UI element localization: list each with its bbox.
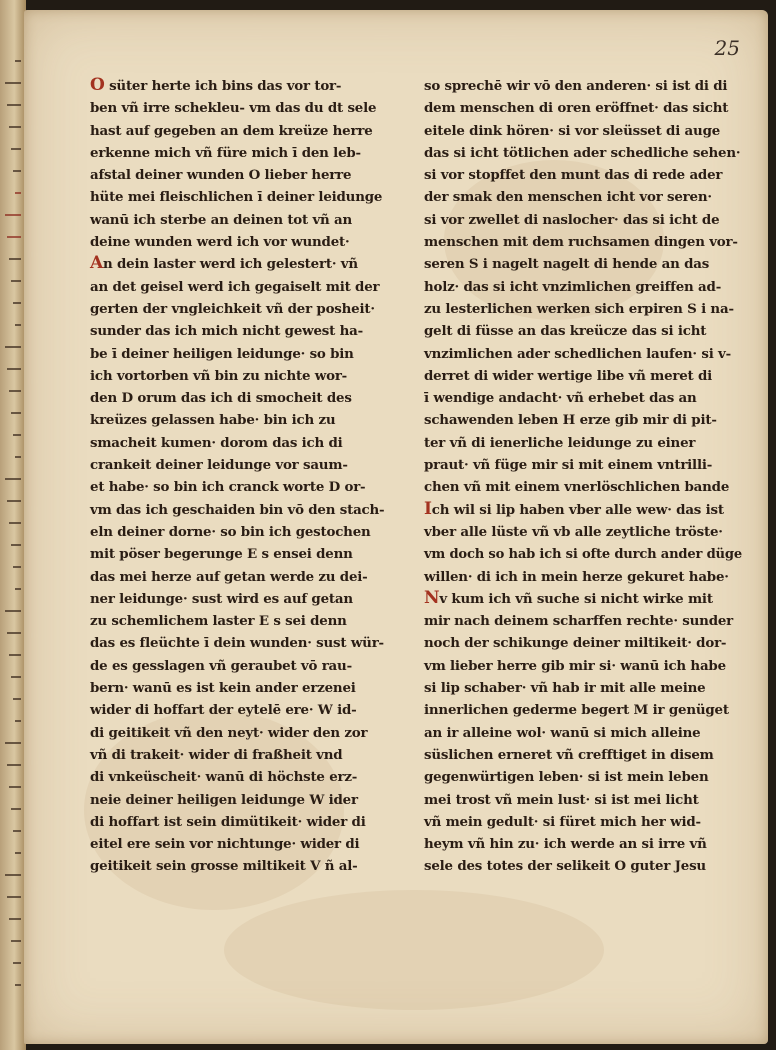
previous-page-text-fragment [9, 918, 21, 920]
previous-page-text-fragment [7, 368, 21, 370]
previous-page-text-fragment [15, 852, 21, 854]
line-text: geitikeit sein grosse miltikeit V ñ al- [90, 858, 358, 875]
line-text: das mei herze auf getan werde zu dei- [90, 568, 368, 585]
text-line [90, 319, 386, 341]
text-line [90, 520, 386, 542]
previous-page-text-fragment [9, 786, 21, 788]
line-text: wanū ich sterbe an deinen tot vñ an [90, 211, 353, 228]
text-line [90, 141, 386, 163]
text-line [424, 542, 742, 564]
previous-page-text-fragment [7, 896, 21, 898]
text-line [424, 676, 742, 698]
line-text: süslichen erneret vñ crefftiget in disem [424, 746, 714, 763]
line-text: süter herte ich bins das vor tor- [104, 78, 342, 94]
previous-page-text-fragment [7, 104, 21, 106]
line-text: vñ mein gedult· si füret mich her wid- [424, 813, 701, 830]
line-text: an det geisel werd ich gegaiselt mit der [90, 278, 380, 295]
line-text: ch wil si lip haben vber alle wew· das ist [431, 501, 724, 518]
text-line [424, 252, 742, 274]
previous-page-text-fragment [7, 500, 21, 502]
previous-page-text-fragment [9, 258, 21, 260]
line-text: de es gesslagen vñ geraubet vō rau- [90, 657, 352, 674]
text-line [424, 208, 742, 230]
text-line [90, 542, 386, 564]
line-text: mir nach deinem scharffen rechte· sunder [424, 613, 734, 630]
previous-page-text-fragment [9, 126, 21, 128]
line-text: di hoffart ist sein dimütikeit· wider di [90, 813, 366, 830]
previous-page-text-fragment [15, 324, 21, 326]
line-text: gegenwürtigen leben· si ist mein leben [424, 769, 709, 786]
text-line [424, 342, 742, 364]
line-text: vm lieber herre gib mir si· wanū ich habe [424, 657, 726, 674]
text-line [90, 431, 386, 453]
previous-page-text-fragment [5, 82, 21, 84]
text-line [90, 475, 386, 497]
line-text: si lip schaber· vñ hab ir mit alle meine [424, 680, 706, 697]
previous-page-text-fragment [5, 610, 21, 612]
previous-page-text-fragment [13, 434, 21, 436]
text-line [424, 119, 742, 141]
previous-page-text-fragment [11, 280, 21, 282]
text-line [424, 810, 742, 832]
text-line [424, 163, 742, 185]
previous-page-text-fragment [15, 192, 21, 194]
line-text: ich vortorben vñ bin zu nichte wor- [90, 367, 348, 384]
text-line [90, 810, 386, 832]
line-text: eln deiner dorne· so bin ich gestochen [90, 523, 371, 540]
line-text: vm doch so hab ich si ofte durch ander düge [424, 546, 742, 563]
previous-page-edge [0, 0, 26, 1050]
line-text: si vor zwellet di naslocher· das si icht de [424, 211, 720, 228]
folio-number: 25 [714, 36, 740, 60]
text-line [90, 119, 386, 141]
text-line [424, 743, 742, 765]
line-text: smacheit kumen· dorom das ich di [90, 434, 343, 451]
text-line [90, 342, 386, 364]
line-text: vm das ich geschaiden bin vō den stach- [90, 501, 385, 518]
previous-page-text-fragment [11, 676, 21, 678]
previous-page-text-fragment [5, 874, 21, 876]
text-line [424, 297, 742, 319]
line-text: deine wunden werd ich vor wundet· [90, 234, 350, 251]
rubricated-initial: A [90, 253, 103, 274]
text-line [90, 721, 386, 743]
text-line [90, 252, 386, 274]
line-text: menschen mit dem ruchsamen dingen vor- [424, 234, 738, 251]
rubricated-initial: O [90, 75, 105, 95]
previous-page-text-fragment [13, 962, 21, 964]
line-text: crankeit deiner leidunge vor saum- [90, 457, 348, 474]
left-column [90, 74, 386, 877]
previous-page-text-fragment [9, 390, 21, 392]
line-text: schawenden leben H erze gib mir di pit- [424, 412, 717, 429]
text-line [90, 676, 386, 698]
line-text: willen· di ich in mein herze gekuret habe· [424, 568, 729, 585]
text-line [424, 453, 742, 475]
line-text: zu schemlichem laster E s sei denn [90, 613, 347, 630]
text-line [424, 96, 742, 118]
text-line [424, 498, 742, 520]
line-text: n dein laster werd ich gelestert· vñ [103, 256, 358, 273]
text-line [424, 854, 742, 876]
text-line [424, 319, 742, 341]
text-line [90, 386, 386, 408]
previous-page-text-fragment [15, 60, 21, 62]
text-line [90, 453, 386, 475]
previous-page-text-fragment [15, 456, 21, 458]
text-line [90, 163, 386, 185]
previous-page-text-fragment [11, 940, 21, 942]
line-text: si vor stopffet den munt das di rede ader [424, 167, 723, 184]
line-text: heym vñ hin zu· ich werde an si irre vñ [424, 836, 707, 853]
text-line [90, 297, 386, 319]
line-text: ner leidunge· sust wird es auf getan [90, 590, 353, 607]
line-text: eitel ere sein vor nichtunge· wider di [90, 836, 360, 853]
text-line [424, 654, 742, 676]
line-text: wider di hoffart der eytelē ere· W id- [90, 702, 357, 719]
text-line [424, 832, 742, 854]
text-line [90, 565, 386, 587]
line-text: praut· vñ füge mir si mit einem vntrilli- [424, 457, 713, 474]
manuscript-leaf [24, 10, 768, 1044]
line-text: der smak den menschen icht vor seren· [424, 189, 712, 206]
text-line [90, 631, 386, 653]
text-line [424, 386, 742, 408]
line-text: innerlichen gederme begert M ir genüget [424, 702, 729, 719]
text-line [424, 74, 742, 96]
text-line [424, 185, 742, 207]
text-line [424, 364, 742, 386]
line-text: sele des totes der selikeit O guter Jesu [424, 858, 706, 875]
previous-page-text-fragment [15, 984, 21, 986]
text-line [90, 587, 386, 609]
line-text: derret di wider wertige libe vñ meret di [424, 367, 713, 384]
line-text: eitele dink hören· si vor sleüsset di auge [424, 122, 721, 139]
text-line [90, 185, 386, 207]
previous-page-text-fragment [7, 764, 21, 766]
text-line [424, 698, 742, 720]
text-line [90, 96, 386, 118]
text-line [424, 631, 742, 653]
line-text: neie deiner heiligen leidunge W ider [90, 791, 358, 808]
line-text: seren S i nagelt nagelt di hende an das [424, 256, 710, 273]
line-text: den D orum das ich di smocheit des [90, 390, 352, 407]
previous-page-text-fragment [5, 742, 21, 744]
line-text: sunder das ich mich nicht gewest ha- [90, 323, 363, 340]
previous-page-text-fragment [7, 236, 21, 238]
previous-page-text-fragment [5, 346, 21, 348]
text-line [424, 721, 742, 743]
line-text: mit pöser begerunge E s ensei denn [90, 546, 353, 563]
right-column [424, 74, 742, 877]
text-line [90, 698, 386, 720]
previous-page-text-fragment [13, 302, 21, 304]
line-text: ī wendige andacht· vñ erhebet das an [424, 390, 697, 407]
line-text: bern· wanū es ist kein ander erzenei [90, 680, 356, 697]
previous-page-text-fragment [11, 412, 21, 414]
previous-page-text-fragment [11, 544, 21, 546]
previous-page-text-fragment [15, 588, 21, 590]
text-line [424, 431, 742, 453]
line-text: et habe· so bin ich cranck worte D or- [90, 479, 366, 496]
text-line [90, 854, 386, 876]
line-text: vnzimlichen ader schedlichen laufen· si v- [424, 345, 731, 362]
line-text: di geitikeit vñ den neyt· wider den zor [90, 724, 368, 741]
text-line [90, 765, 386, 787]
text-line [90, 364, 386, 386]
text-line [90, 743, 386, 765]
text-line [90, 788, 386, 810]
previous-page-text-fragment [7, 632, 21, 634]
text-line [424, 408, 742, 430]
previous-page-text-fragment [13, 698, 21, 700]
line-text: v kum ich vñ suche si nicht wirke mit [439, 590, 713, 607]
previous-page-text-fragment [11, 808, 21, 810]
line-text: erkenne mich vñ füre mich ī den leb- [90, 144, 361, 161]
line-text: ben vñ irre schekleu- vm das du dt sele [90, 100, 377, 117]
text-line [90, 609, 386, 631]
line-text: mei trost vñ mein lust· si ist mei licht [424, 791, 699, 808]
line-text: ter vñ di ienerliche leidunge zu einer [424, 434, 696, 451]
line-text: gerten der vngleichkeit vñ der posheit· [90, 300, 375, 317]
line-text: das es fleüchte ī dein wunden· sust wür- [90, 635, 384, 652]
line-text: dem menschen di oren eröffnet· das sicht [424, 100, 729, 117]
line-text: vber alle lüste vñ vb alle zeytliche tröste· [424, 523, 723, 540]
previous-page-text-fragment [5, 478, 21, 480]
text-line [424, 230, 742, 252]
text-line [90, 74, 386, 96]
text-line [90, 208, 386, 230]
line-text: holz· das si icht vnzimlichen greiffen ad- [424, 278, 722, 295]
line-text: gelt di füsse an das kreücze das si icht [424, 323, 707, 340]
line-text: chen vñ mit einem vnerlöschlichen bande [424, 479, 730, 496]
text-line [424, 275, 742, 297]
line-text: das si icht tötlichen ader schedliche sehen· [424, 144, 741, 161]
line-text: an ir alleine wol· wanū si mich alleine [424, 724, 701, 741]
line-text: be ī deiner heiligen leidunge· so bin [90, 345, 354, 362]
line-text: hüte mei fleischlichen ī deiner leidunge [90, 189, 383, 206]
text-line [424, 475, 742, 497]
previous-page-text-fragment [11, 148, 21, 150]
line-text: kreüzes gelassen habe· bin ich zu [90, 412, 336, 429]
text-line [424, 141, 742, 163]
text-line [424, 565, 742, 587]
line-text: hast auf gegeben an dem kreüze herre [90, 122, 373, 139]
rubricated-initial: I [424, 498, 432, 519]
previous-page-text-fragment [9, 522, 21, 524]
text-line [90, 230, 386, 252]
previous-page-text-fragment [13, 566, 21, 568]
line-text: zu lesterlichen werken sich erpiren S i na- [424, 300, 734, 317]
previous-page-text-fragment [13, 830, 21, 832]
line-text: afstal deiner wunden O lieber herre [90, 167, 352, 184]
text-line [90, 832, 386, 854]
text-line [424, 609, 742, 631]
text-line [424, 765, 742, 787]
rubricated-initial: N [424, 587, 440, 608]
text-line [90, 654, 386, 676]
text-line [424, 520, 742, 542]
text-line [90, 408, 386, 430]
previous-page-text-fragment [13, 170, 21, 172]
previous-page-text-fragment [15, 720, 21, 722]
previous-page-text-fragment [5, 214, 21, 216]
text-line [90, 275, 386, 297]
text-line [90, 498, 386, 520]
line-text: vñ di trakeit· wider di fraßheit vnd [90, 746, 343, 763]
text-line [424, 587, 742, 609]
line-text: noch der schikunge deiner miltikeit· dor- [424, 635, 727, 652]
text-line [424, 788, 742, 810]
previous-page-text-fragment [9, 654, 21, 656]
line-text: so sprechē wir vō den anderen· si ist di di [424, 78, 728, 94]
line-text: di vnkeüscheit· wanū di höchste erz- [90, 769, 358, 786]
